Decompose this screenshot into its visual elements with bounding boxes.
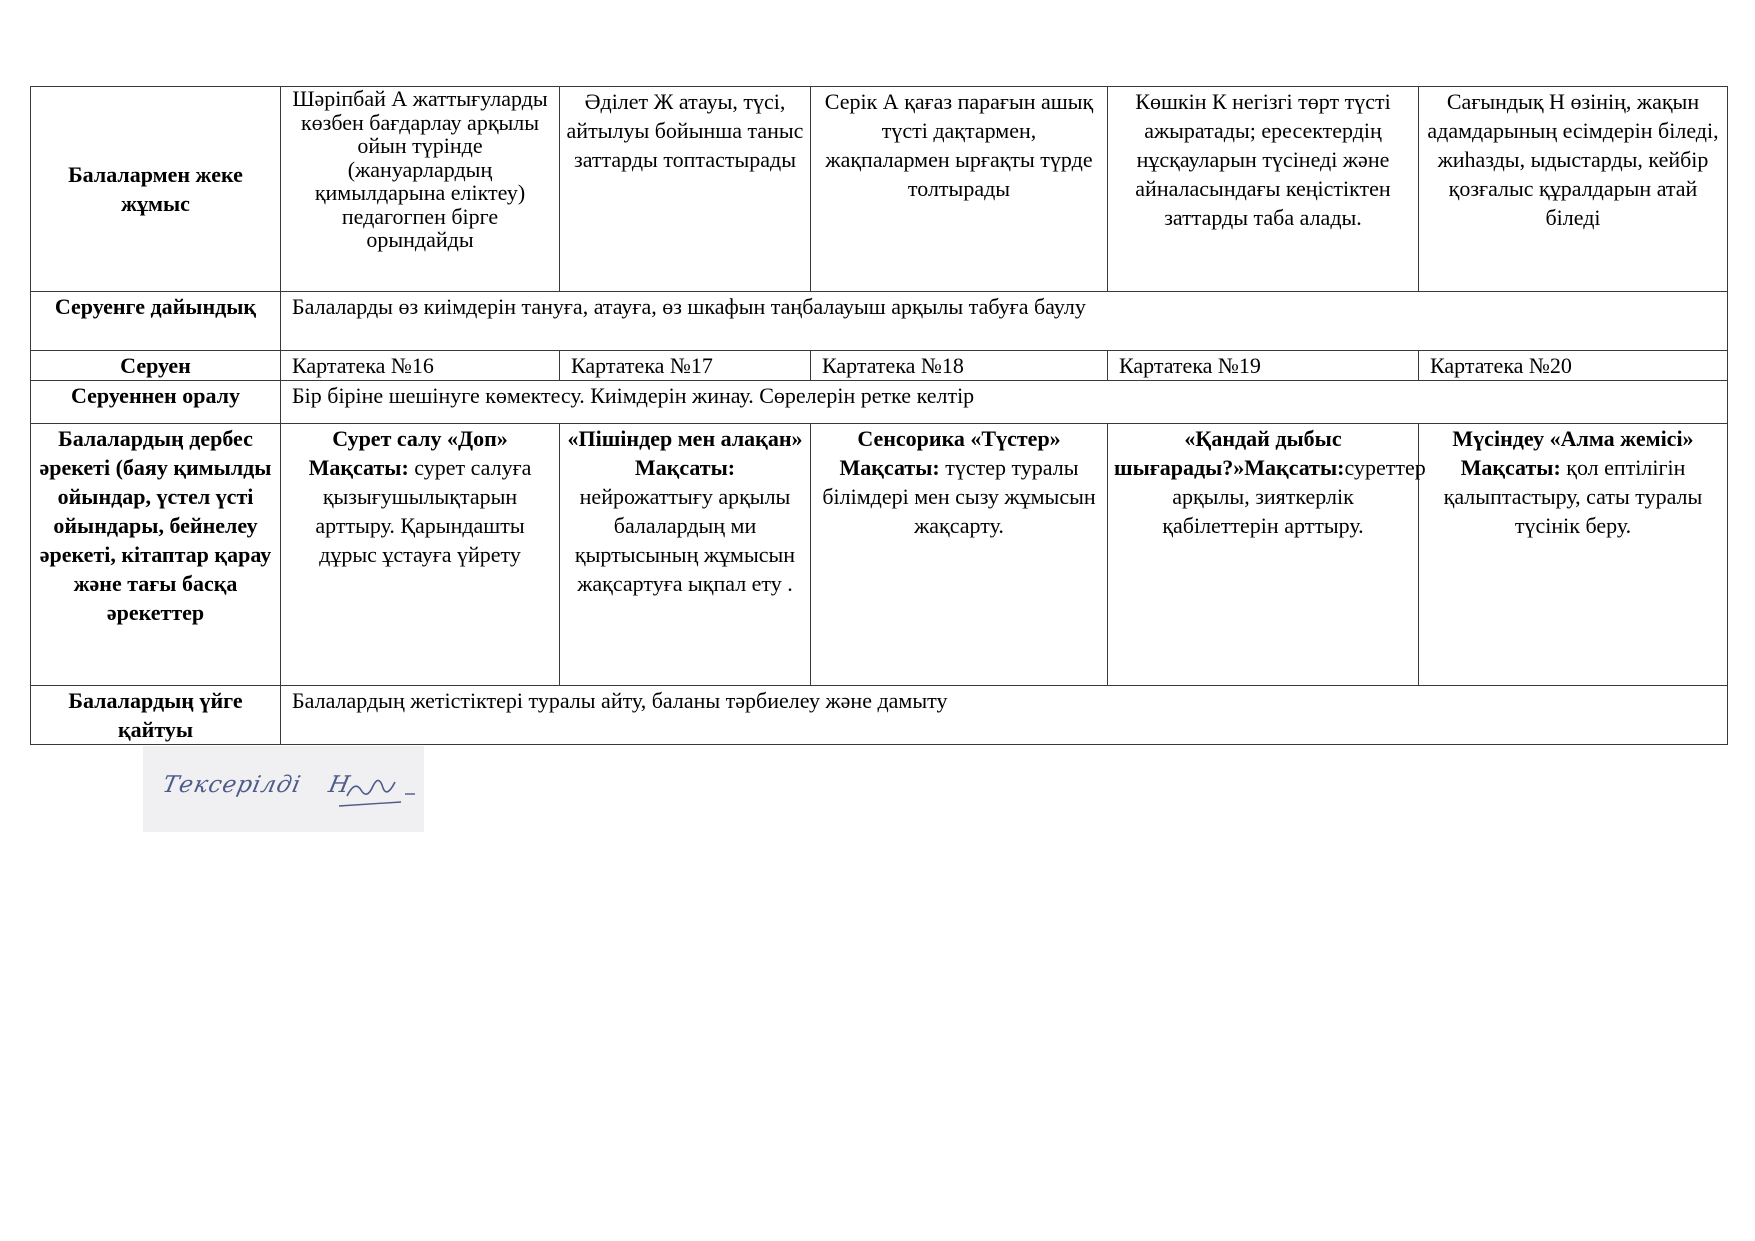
goal-text: қол ептілігін қалыптастыру, саты туралы түсінік беру.	[1443, 455, 1703, 538]
signature-scribble-icon	[143, 746, 424, 832]
return-walk-header: Серуеннен оралу	[31, 381, 281, 424]
individual-work-cell-5: Сағындық Н өзінің, жақын адамдарының есімдерін біледі, жиһазды, ыдыстарды, кейбір қозғалыс құралдарын атай біледі	[1419, 87, 1728, 292]
goal-label: Мақсаты:	[1244, 455, 1345, 480]
going-home-header: Балалардың үйге қайтуы	[31, 686, 281, 745]
independent-header: Балалардың дербес әрекеті (баяу қимылды ойындар, үстел үсті ойындары, бейнелеу әрекеті, кітаптар қарау және тағы басқа әрекеттер	[31, 424, 281, 686]
walk-card-5: Картатека №20	[1419, 351, 1728, 381]
going-home-text: Балалардың жетістіктері туралы айту, баланы тәрбиелеу және дамыту	[281, 686, 1728, 745]
goal-label: Мақсаты:	[308, 455, 409, 480]
walk-header: Серуен	[31, 351, 281, 381]
walk-card-1: Картатека №16	[281, 351, 560, 381]
walk-card-3: Картатека №18	[811, 351, 1108, 381]
walk-card-4: Картатека №19	[1108, 351, 1419, 381]
activity-title: «Қандай дыбыс шығарады?»	[1114, 426, 1342, 480]
walk-card-2: Картатека №17	[560, 351, 811, 381]
daily-plan-table	[30, 86, 1728, 745]
independent-cell-3	[811, 424, 1108, 686]
individual-work-cell-1: Шәріпбай А жаттығуларды көзбен бағдарлау арқылы ойын түрінде (жануарлардың қимылдарына еліктеу) педагогпен бірге орындайды	[281, 87, 560, 292]
goal-text: суреттер арқылы, зияткерлік қабілеттерін арттыру.	[1162, 455, 1426, 538]
walk-prep-header: Серуенге дайындық	[31, 292, 281, 351]
individual-work-cell-2: Әділет Ж атауы, түсі, айтылуы бойынша таныс заттарды топтастырады	[560, 87, 811, 292]
individual-work-cell-3: Серік А қағаз парағын ашық түсті дақтармен, жақпалармен ырғақты түрде толтырады	[811, 87, 1108, 292]
independent-cell-5	[1419, 424, 1728, 686]
activity-title: «Пішіндер мен алақан»	[567, 426, 803, 451]
signature-mark: Н	[326, 772, 352, 798]
activity-title: Сурет салу «Доп»	[332, 426, 508, 451]
goal-label: Мақсаты:	[634, 455, 736, 480]
goal-label: Мақсаты:	[1460, 455, 1561, 480]
independent-cell-4	[1108, 424, 1426, 686]
walk-prep-text: Балаларды өз киімдерін тануға, атауға, өз шкафын таңбалауыш арқылы табуға баулу	[281, 292, 1728, 351]
goal-text: түстер туралы білімдері мен сызу жұмысын жақсарту.	[822, 455, 1096, 538]
individual-work-header: Балалармен жеке жұмыс	[31, 87, 281, 292]
independent-cell-2	[560, 424, 811, 686]
independent-cell-1	[281, 424, 560, 686]
individual-work-cell-4: Көшкін К негізгі төрт түсті ажыратады; ересектердің нұсқауларын түсінеді және айналасындағы кеңістіктен заттарды таба алады.	[1108, 87, 1419, 292]
return-walk-text: Бір біріне шешінуге көмектесу. Киімдерін жинау. Сөрелерін ретке келтір	[281, 381, 1728, 424]
walk-prep-row	[31, 292, 1728, 351]
independent-row	[31, 424, 1728, 686]
individual-work-row	[31, 87, 1728, 292]
activity-title: Сенсорика «Түстер»	[857, 426, 1061, 451]
walk-row	[31, 351, 1728, 381]
return-walk-row	[31, 381, 1728, 424]
signature-word: Тексерілді	[160, 772, 304, 798]
goal-label: Мақсаты:	[839, 455, 940, 480]
signature-stamp	[143, 746, 424, 832]
goal-text: нейрожаттығу арқылы балалардың ми қыртысының жұмысын жақсартуға ықпал ету .	[574, 484, 796, 596]
goal-text: сурет салуға қызығушылықтарын арттыру. Қарындашты дұрыс ұстауға үйрету	[315, 455, 532, 567]
going-home-row	[31, 686, 1728, 745]
activity-title: Мүсіндеу «Алма жемісі»	[1452, 426, 1694, 451]
